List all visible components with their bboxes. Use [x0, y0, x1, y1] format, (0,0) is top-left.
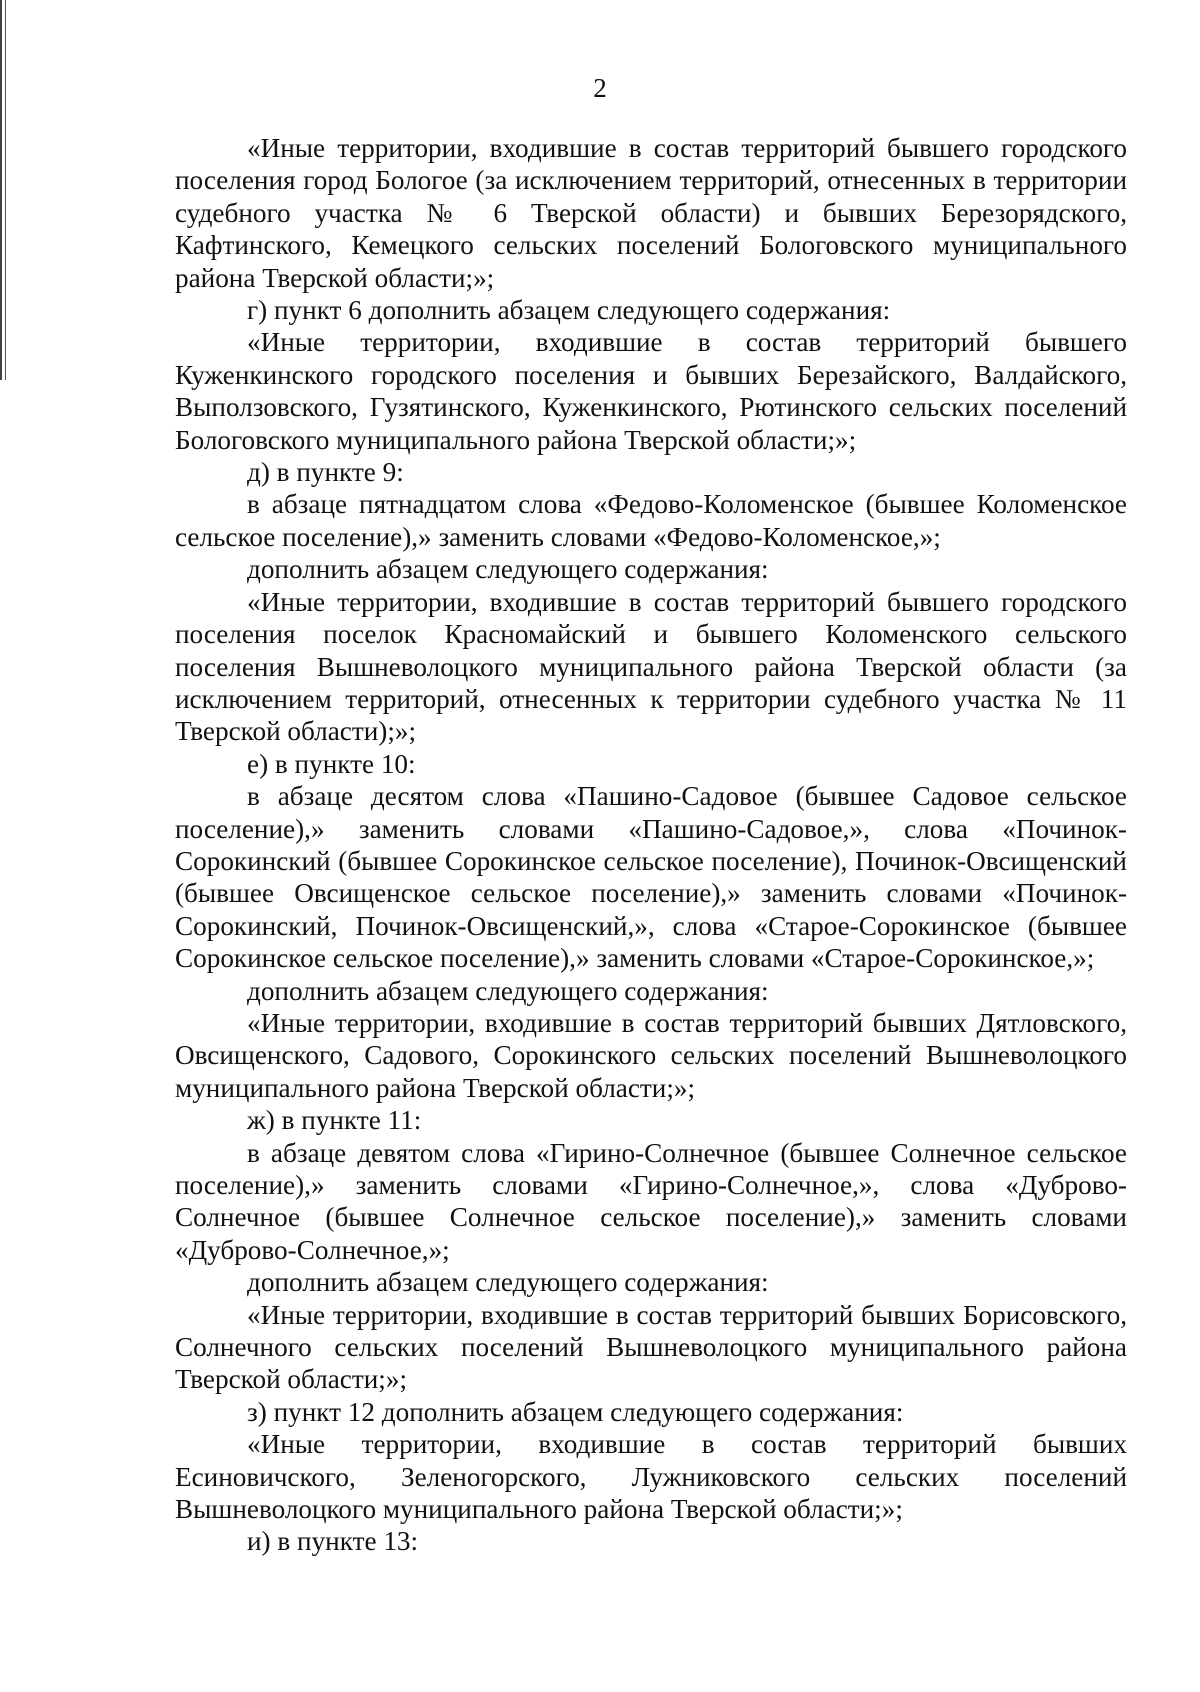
- paragraph-6: дополнить абзацем следующего содержания:: [247, 554, 769, 585]
- paragraph-17: «Иные территории, входившие в состав территорий бывших Есиновичского, Зеленогорского, Лужниковского сельских поселений Вышневолоцкого муниципального района Тверской области;»;: [175, 1429, 1127, 1525]
- document-body: [175, 132, 1127, 1558]
- paragraph-14: дополнить абзацем следующего содержания:: [247, 1267, 769, 1298]
- paragraph-4: д) в пункте 9:: [247, 457, 404, 488]
- paragraph-9: в абзаце десятом слова «Пашино-Садовое (бывшее Садовое сельское поселение),» заменить словами «Пашино-Садовое,», слова «Починок-Сорокинский (бывшее Сорокинское сельское поселение), Починок-Овсищенский (бывшее Овсищенское сельское поселение),» заменить словами «Починок-Сорокинский, Починок-Овсищенский,», слова «Старое-Сорокинское (бывшее Сорокинское сельское поселение),» заменить словами «Старое-Сорокинское,»;: [175, 781, 1127, 974]
- scan-edge-mark: [0, 0, 12, 380]
- paragraph-7: «Иные территории, входившие в состав территорий бывшего городского поселения поселок Красномайский и бывшего Коломенского сельского поселения Вышневолоцкого муниципального района Тверской области (за исключением территорий, отнесенных к территории судебного участка № 11 Тверской области);»;: [175, 586, 1127, 747]
- paragraph-11: «Иные территории, входившие в состав территорий бывших Дятловского, Овсищенского, Садового, Сорокинского сельских поселений Вышневолоцкого муниципального района Тверской области;»;: [175, 1007, 1127, 1103]
- paragraph-18: и) в пункте 13:: [247, 1526, 419, 1557]
- paragraph-8: е) в пункте 10:: [247, 748, 416, 779]
- paragraph-1: «Иные территории, входившие в состав территорий бывшего городского поселения город Бологое (за исключением территорий, отнесенных в территории судебного участка № 6 Тверской области) и бывших Березорядского, Кафтинского, Кемецкого сельских поселений Бологовского муниципального района Тверской области;»;: [175, 133, 1127, 293]
- paragraph-10: дополнить абзацем следующего содержания:: [247, 975, 769, 1006]
- paragraph-13: в абзаце девятом слова «Гирино-Солнечное (бывшее Солнечное сельское поселение),» заменить словами «Гирино-Солнечное,», слова «Дуброво-Солнечное (бывшее Солнечное сельское поселение),» заменить словами «Дуброво-Солнечное,»;: [175, 1137, 1127, 1265]
- paragraph-2: г) пункт 6 дополнить абзацем следующего содержания:: [247, 295, 891, 326]
- paragraph-5: в абзаце пятнадцатом слова «Федово-Коломенское (бывшее Коломенское сельское поселение),» заменить словами «Федово-Коломенское,»;: [175, 489, 1127, 552]
- paragraph-16: з) пункт 12 дополнить абзацем следующего содержания:: [247, 1396, 904, 1427]
- page-number: 2: [593, 73, 607, 103]
- paragraph-12: ж) в пункте 11:: [247, 1105, 422, 1136]
- paragraph-15: «Иные территории, входившие в состав территорий бывших Борисовского, Солнечного сельских поселений Вышневолоцкого муниципального района Тверской области;»;: [175, 1299, 1127, 1395]
- paragraph-3: «Иные территории, входившие в состав территорий бывшего Куженкинского городского поселения и бывших Березайского, Валдайского, Выползовского, Гузятинского, Куженкинского, Рютинского сельских поселений Бологовского муниципального района Тверской области;»;: [175, 327, 1127, 455]
